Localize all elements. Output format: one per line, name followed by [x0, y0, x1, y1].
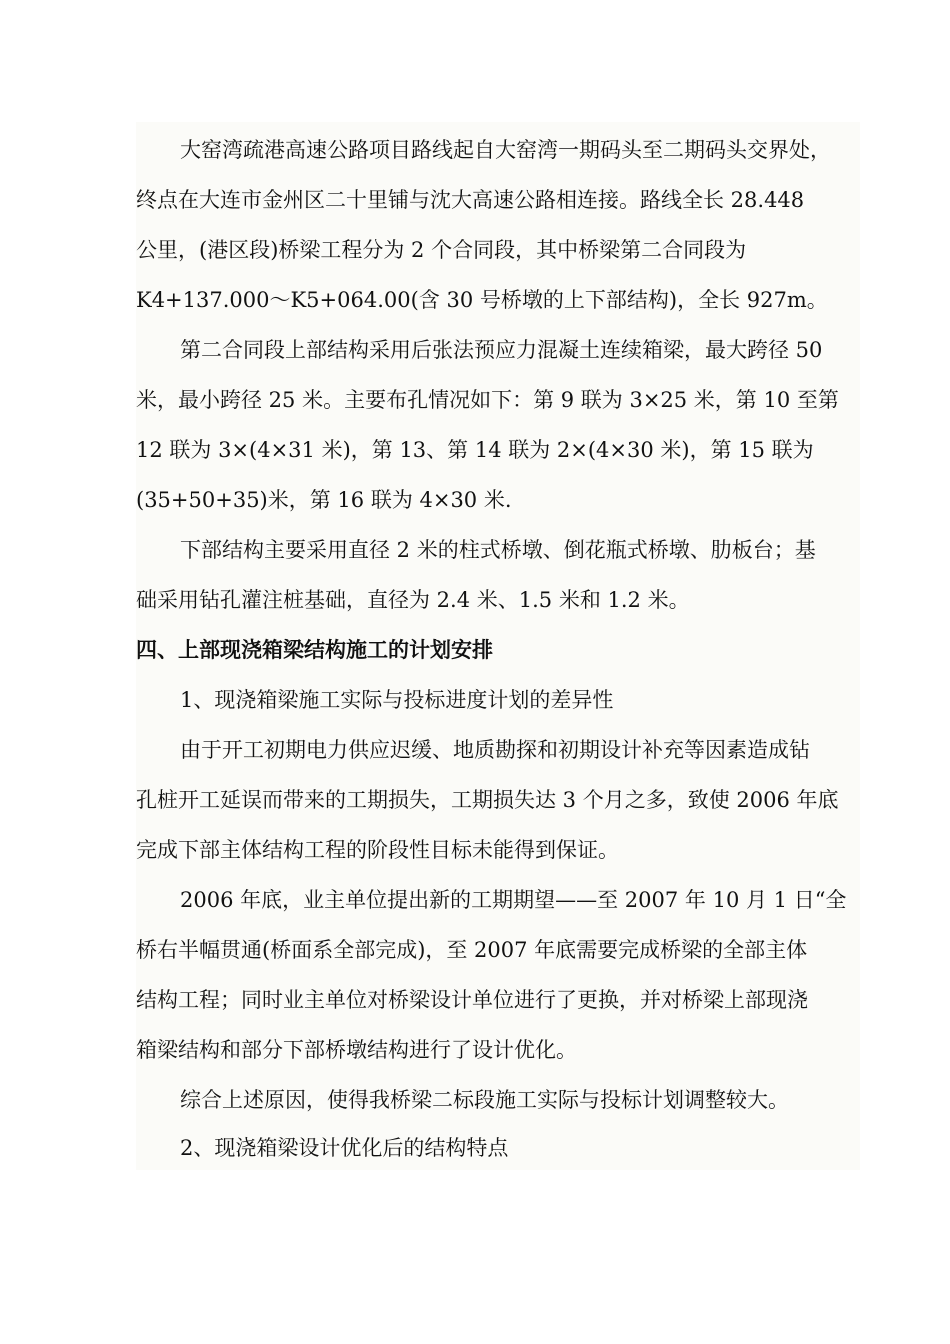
- paragraph-line: 终点在大连市金州区二十里铺与沈大高速公路相连接。路线全长 28.448: [136, 188, 805, 212]
- paragraph-line: 础采用钻孔灌注桩基础，直径为 2.4 米、1.5 米和 1.2 米。: [136, 588, 690, 612]
- section-heading: 四、上部现浇箱梁结构施工的计划安排: [136, 638, 493, 662]
- paragraph-line: 完成下部主体结构工程的阶段性目标未能得到保证。: [136, 838, 619, 862]
- paragraph-line: 公里，(港区段)桥梁工程分为 2 个合同段，其中桥梁第二合同段为: [136, 238, 747, 262]
- paragraph-line: 箱梁结构和部分下部桥墩结构进行了设计优化。: [136, 1038, 577, 1062]
- subsection-heading: 1、现浇箱梁施工实际与投标进度计划的差异性: [180, 688, 614, 712]
- paragraph-line: 结构工程；同时业主单位对桥梁设计单位进行了更换，并对桥梁上部现浇: [136, 988, 808, 1012]
- paragraph-line: 12 联为 3×(4×31 米)，第 13、第 14 联为 2×(4×30 米)，第 15 联为: [136, 438, 814, 462]
- paragraph-line: 桥右半幅贯通(桥面系全部完成)，至 2007 年底需要完成桥梁的全部主体: [136, 938, 808, 962]
- paragraph-line: 第二合同段上部结构采用后张法预应力混凝土连续箱梁，最大跨径 50: [180, 338, 823, 362]
- paragraph-line: 大窑湾疏港高速公路项目路线起自大窑湾一期码头至二期码头交界处，: [180, 138, 831, 162]
- paragraph-line: (35+50+35)米，第 16 联为 4×30 米.: [136, 488, 512, 512]
- paragraph-line: 综合上述原因，使得我桥梁二标段施工实际与投标计划调整较大。: [180, 1088, 789, 1112]
- paragraph-line: 2006 年底，业主单位提出新的工期期望——至 2007 年 10 月 1 日“全: [180, 888, 847, 912]
- subsection-heading: 2、现浇箱梁设计优化后的结构特点: [180, 1136, 509, 1160]
- document-body: [136, 122, 860, 1170]
- paragraph-line: K4+137.000～K5+064.00(含 30 号桥墩的上下部结构)，全长 927m。: [136, 288, 828, 312]
- paragraph-line: 米，最小跨径 25 米。主要布孔情况如下：第 9 联为 3×25 米，第 10 至第: [136, 388, 839, 412]
- paragraph-line: 下部结构主要采用直径 2 米的柱式桥墩、倒花瓶式桥墩、肋板台；基: [180, 538, 816, 562]
- paragraph-line: 由于开工初期电力供应迟缓、地质勘探和初期设计补充等因素造成钻: [180, 738, 810, 762]
- paragraph-line: 孔桩开工延误而带来的工期损失，工期损失达 3 个月之多，致使 2006 年底: [136, 788, 839, 812]
